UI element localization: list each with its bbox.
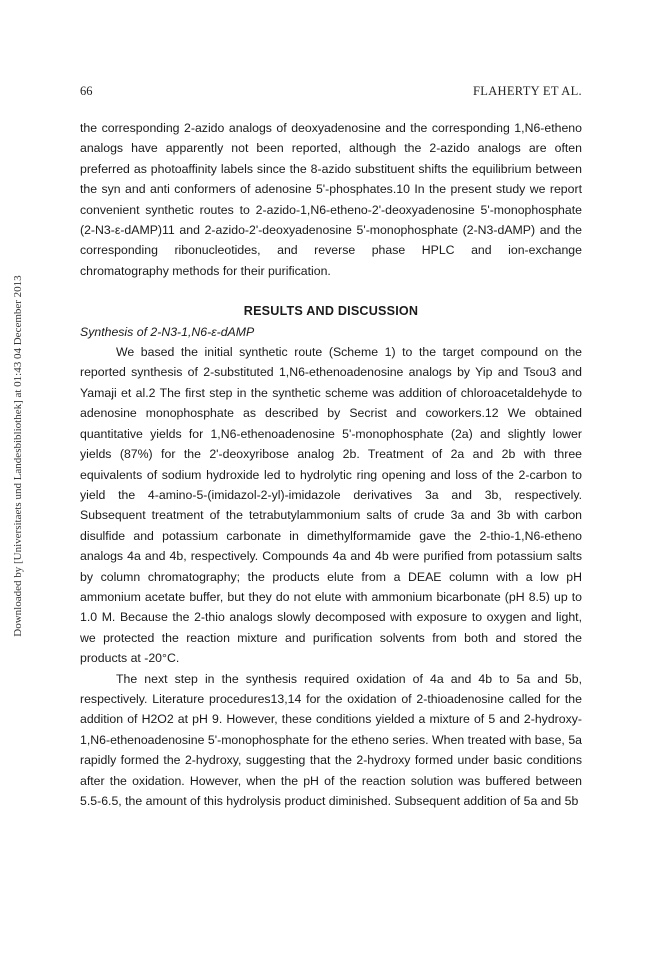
intro-paragraph: the corresponding 2-azido analogs of deoxyadenosine and the corresponding 1,N6-etheno analogs have apparently not been reported, although the 2-azido analogs are often preferred as photoaffinity labels since the 8-azido substituent shifts the equilibrium between the syn and anti conformers of adenosine 5'-phosphates.10 In the present study we report convenient synthetic routes to 2-azido-1,N6-etheno-2'-deoxyadenosine 5'-monophosphate (2-N3-ε-dAMP)11 and 2-azido-2'-deoxyadenosine 5'-monophosphate (2-N3-dAMP) and the corresponding ribonucleotides, and reverse phase HPLC and ion-exchange chromatography methods for their purification.: [80, 121, 582, 278]
page-number: 66: [80, 84, 93, 98]
running-head: [80, 84, 582, 102]
article-body: [80, 118, 582, 811]
download-watermark: Downloaded by [Universitaets und Landesbibliothek] at 01:43 04 December 2013: [12, 275, 24, 637]
running-head-authors: FLAHERTY ET AL.: [473, 84, 582, 98]
section-heading: RESULTS AND DISCUSSION: [243, 304, 419, 319]
body-paragraph-2: The next step in the synthesis required oxidation of 4a and 4b to 5a and 5b, respectively. Literature procedures13,14 for the oxidation of 2-thioadenosine called for the addition of H2O2 at pH 9. However, these conditions yielded a mixture of 5 and 2-hydroxy-1,N6-ethenoadenosine 5'-monophosphate for the etheno series. When treated with base, 5a rapidly formed the 2-hydroxy, suggesting that the 2-hydroxy formed under basic conditions after the oxidation. However, when the pH of the reaction solution was buffered between 5.5-6.5, the amount of this hydrolysis product diminished. Subsequent addition of 5a and 5b: [80, 671, 582, 808]
subsection-heading: Synthesis of 2-N3-1,N6-ε-dAMP: [80, 324, 255, 339]
body-paragraph-1: We based the initial synthetic route (Scheme 1) to the target compound on the reported synthesis of 2-substituted 1,N6-ethenoadenosine analogs by Yip and Tsou3 and Yamaji et al.2 The first step in the synthetic scheme was addition of chloroacetaldehyde to adenosine monophosphate as described by Secrist and coworkers.12 We obtained quantitative yields for 1,N6-ethenoadenosine 5'-monophosphate (2a) and slightly lower yields (87%) for the 2'-deoxyribose analog 2b. Treatment of 2a and 2b with three equivalents of sodium hydroxide led to hydrolytic ring opening and loss of the 2-carbon to yield the 4-amino-5-(imidazol-2-yl)-imidazole derivatives 3a and 3b, respectively. Subsequent treatment of the tetrabutylammonium salts of crude 3a and 3b with carbon disulfide and potassium carbonate in dimethylformamide gave the 2-thio-1,N6-etheno analogs 4a and 4b, respectively. Compounds 4a and 4b were purified from potassium salts by column chromatography; the products elute from a DEAE column with a low pH ammonium acetate buffer, but they do not elute with ammonium bicarbonate (pH 8.5) up to 1.0 M. Because the 2-thio analogs slowly decomposed with exposure to oxygen and light, we protected the reaction mixture and purification solvents from both and stored the products at -20°C.: [80, 345, 582, 666]
